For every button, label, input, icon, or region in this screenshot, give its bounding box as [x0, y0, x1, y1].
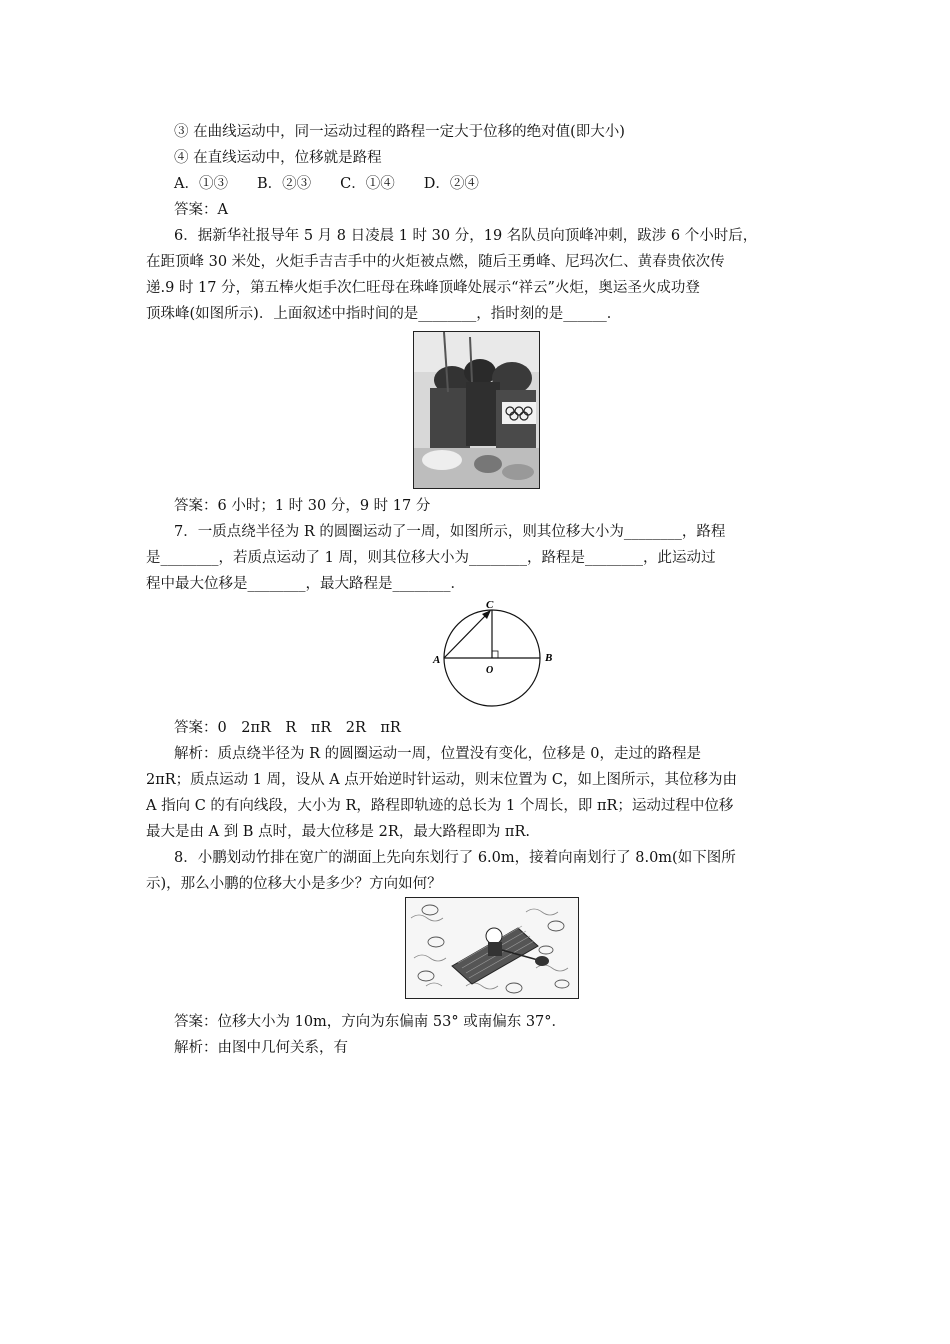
q5-answer: 答案：A — [174, 202, 228, 218]
q7-line-2: 是________，若质点运动了 1 周，则其位移大小为________，路程是________，此运动过 — [146, 550, 716, 566]
q8-analysis: 解析：由图中几何关系，有 — [174, 1040, 348, 1056]
bamboo-raft-drawing — [405, 897, 579, 999]
q7-analysis-4: 最大是由 A 到 B 点时，最大位移是 2R，最大路程即为 πR. — [146, 824, 530, 840]
label-a: A — [433, 654, 441, 666]
displacement-ac — [444, 614, 487, 658]
q6-line-3: 递.9 时 17 分，第五棒火炬手次仁旺母在珠峰顶峰处展示“祥云”火炬，奥运圣火成功登 — [146, 280, 700, 296]
q5-option-4: ④ 在直线运动中，位移就是路程 — [174, 150, 382, 166]
everest-summit-photo — [413, 331, 540, 489]
q7-analysis-1: 解析：质点绕半径为 R 的圆圈运动一周，位置没有变化，位移是 0，走过的路程是 — [174, 746, 701, 762]
q5-option-3: ③ 在曲线运动中，同一运动过程的路程一定大于位移的绝对值(即大小) — [174, 124, 625, 140]
q7-line-1: 7．一质点绕半径为 R 的圆圈运动了一周，如图所示，则其位移大小为________，路程 — [174, 524, 726, 540]
q6-line-2: 在距顶峰 30 米处，火炬手吉吉手中的火炬被点燃，随后王勇峰、尼玛次仁、黄春贵依次传 — [146, 254, 725, 270]
right-angle-mark — [492, 651, 498, 658]
q8-line-2: 示)，那么小鹏的位移大小是多少？方向如何？ — [146, 876, 442, 892]
label-o: O — [486, 665, 494, 676]
q8-line-1: 8．小鹏划动竹排在宽广的湖面上先向东划行了 6.0m，接着向南划行了 8.0m(如下图所 — [174, 850, 736, 866]
q7-line-3: 程中最大位移是________，最大路程是________． — [146, 576, 465, 592]
q6-line-4: 顶珠峰(如图所示)．上面叙述中指时间的是________，指时刻的是______． — [146, 306, 622, 322]
q7-analysis-2: 2πR；质点运动 1 周，设从 A 点开始逆时针运动，则末位置为 C，如上图所示，其位移为由 — [146, 772, 738, 788]
circle-diagram — [425, 598, 565, 710]
q6-line-1: 6．据新华社报导年 5 月 8 日凌晨 1 时 30 分，19 名队员向顶峰冲刺，跋涉 6 个小时后， — [174, 228, 758, 244]
q7-analysis-3: A 指向 C 的有向线段，大小为 R，路程即轨迹的总长为 1 个周长，即 πR；运动过程中位移 — [146, 798, 734, 814]
q7-answer: 答案：0 2πR R πR 2R πR — [174, 720, 401, 736]
circle-diagram-svg — [425, 598, 565, 710]
q5-choices: A．①③ B．②③ C．①④ D．②④ — [174, 176, 479, 192]
label-c: C — [486, 599, 494, 611]
q6-answer: 答案：6 小时；1 时 30 分，9 时 17 分 — [174, 498, 431, 514]
q8-answer: 答案：位移大小为 10m，方向为东偏南 53° 或南偏东 37°． — [174, 1014, 567, 1030]
label-b: B — [545, 652, 553, 664]
everest-photo-illustration — [414, 332, 539, 488]
raft-illustration — [406, 898, 578, 998]
